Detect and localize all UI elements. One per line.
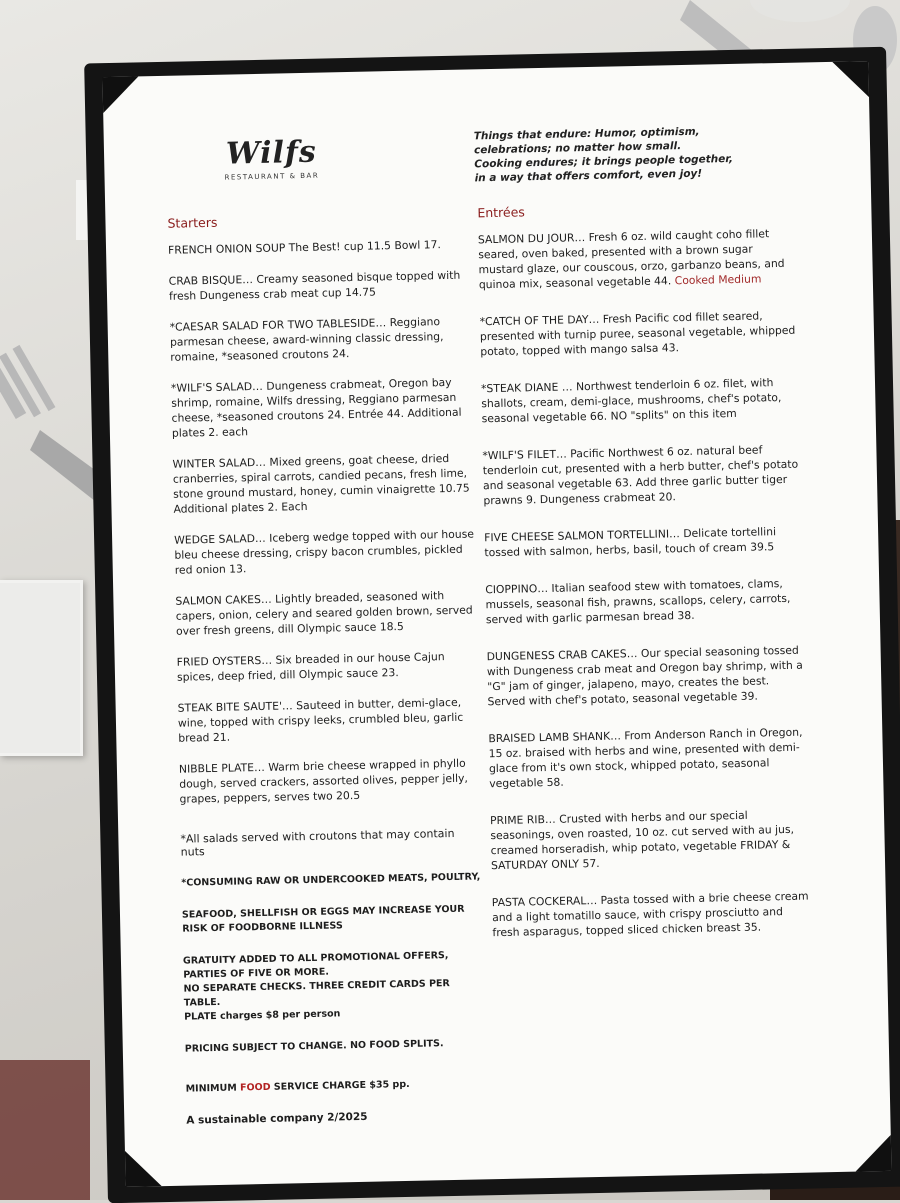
menu-item: PRIME RIB… Crusted with herbs and our special seasonings, oven roasted, 10 oz. cut served with au jus, creamed horseradish, whip potato, vegetable FRIDAY & SATURDAY ONLY 57. <box>489 808 795 873</box>
policy-line: GRATUITY ADDED TO ALL PROMOTIONAL OFFERS, PARTIES OF FIVE OR MORE. <box>182 950 449 981</box>
minimum-text-end: SERVICE CHARGE $35 pp. <box>270 1078 410 1093</box>
minimum-text: MINIMUM <box>185 1082 241 1095</box>
menu-item: BRAISED LAMB SHANK… From Anderson Ranch in Oregon, 15 oz. braised with herbs and wine, presented with demi-glace from it's own stock, whipped potato, seasonal vegetable 58. <box>488 725 803 791</box>
folder-corner <box>125 1150 162 1187</box>
raw-food-warning-cont: SEAFOOD, SHELLFISH OR EGGS MAY INCREASE YOUR RISK OF FOODBORNE ILLNESS <box>181 903 465 935</box>
menu-item: *CATCH OF THE DAY… Fresh Pacific cod fillet seared, presented with turnip puree, seasonal vegetable, whipped potato, topped with mango salsa 43. <box>479 309 796 359</box>
menu-item <box>478 226 799 293</box>
side-plate <box>0 580 83 756</box>
menu-item: PASTA COCKERAL… Pasta tossed with a brie cheese cream and a light tomatillo sauce, with crispy prosciutto and fresh asparagus, topped sliced chicken breast 35. <box>491 889 809 940</box>
entrees-heading: Entrées <box>477 204 525 221</box>
menu-item: SALMON CAKES… Lightly breaded, seasoned with capers, onion, celery and seared golden brown, served over fresh greens, dill Olympic sauce 18.5 <box>175 589 473 638</box>
red-cloth <box>0 1060 90 1200</box>
quote-line: celebrations; no matter how small. <box>473 140 682 157</box>
menu-item: NIBBLE PLATE… Warm brie cheese wrapped in phyllo dough, served crackers, assorted olives, pepper jelly, grapes, peppers, serves two 20.5 <box>178 756 468 806</box>
menu-item: *CAESAR SALAD FOR TWO TABLESIDE… Reggiano parmesan cheese, award-winning classic dressing, romaine, *seasoned croutons 24. <box>169 315 444 364</box>
folder-corner <box>855 1135 892 1172</box>
quote-line: Things that endure: Humor, optimism, <box>473 125 700 143</box>
menu-item: WEDGE SALAD… Iceberg wedge topped with our house bleu cheese dressing, crispy bacon crumbles, pickled red onion 13. <box>174 527 475 577</box>
item-note: Cooked Medium <box>674 272 762 288</box>
menu-page <box>102 61 891 1187</box>
menu-item: *WILF'S SALAD… Dungeness crabmeat, Oregon bay shrimp, romaine, Wilfs dressing, Reggiano parmesan cheese, *seasoned croutons 24. Entrée 44. Additional plates 2. each <box>170 375 462 440</box>
menu-item: *WILF'S FILET… Pacific Northwest 6 oz. natural beef tenderloin cut, presented with a herb butter, chef's potato and seasonal vegetable 63. Add three garlic butter tiger prawns 9. Dungeness crabmeat 20. <box>482 443 799 508</box>
raw-food-warning <box>181 870 481 890</box>
menu-item: CIOPPINO… Italian seafood stew with tomatoes, clams, mussels, seasonal fish, prawns, scallops, celery, carrots, served with garlic parmesan bread 38. <box>485 577 791 627</box>
starters-heading: Starters <box>167 214 218 231</box>
menu-item: FRIED OYSTERS… Six breaded in our house Cajun spices, deep fried, dill Olympic sauce 23. <box>176 650 445 684</box>
starters-column <box>167 210 486 1127</box>
tagline-quote <box>474 124 735 185</box>
gratuity-policy <box>183 948 484 1024</box>
logo-name: Wilfs <box>225 134 318 172</box>
menu-item: FIVE CHEESE SALMON TORTELLINI… Delicate tortellini tossed with salmon, herbs, basil, touch of cream 39.5 <box>484 525 777 560</box>
menu-item: FRENCH ONION SOUP The Best! cup 11.5 Bowl 17. <box>167 238 441 257</box>
quote-line: Cooking endures; it brings people together, <box>474 152 734 171</box>
menu-item: DUNGENESS CRAB CAKES… Our special seasoning tossed with Dungeness crab meat and Oregon bay shrimp, with a "G" jam of ginger, jalapeno, mayo, creates the best. Served with chef's potato, seasonal vegetable 39. <box>486 643 803 709</box>
entrees-column <box>477 199 813 957</box>
menu-item: WINTER SALAD… Mixed greens, goat cheese, dried cranberries, spiral carrots, candied pecans, fresh lime, stone ground mustard, honey, cumin vinaigrette 10.75 Additional plates 2. Each <box>172 451 470 516</box>
folder-corner <box>102 76 139 113</box>
menu-item: *STEAK DIANE … Northwest tenderloin 6 oz. filet, with shallots, cream, demi-glace, mushrooms, chef's potato, seasonal vegetable 66. NO "splits" on this item <box>480 376 782 426</box>
menu-folder <box>84 47 900 1203</box>
nut-notice: *All salads served with croutons that may contain nuts <box>180 826 455 859</box>
policy-line: NO SEPARATE CHECKS. THREE CREDIT CARDS PER TABLE. <box>183 978 450 1009</box>
minimum-charge <box>186 1076 486 1096</box>
sustainable-tagline: A sustainable company 2/2025 <box>186 1110 368 1127</box>
item-text: SALMON DU JOUR… Fresh 6 oz. wild caught coho fillet seared, oven baked, presented with a brown sugar mustard glaze, our couscous, orzo, garbanzo beans, and quinoa mix, seasonal vegetable 44. <box>477 227 785 292</box>
restaurant-logo <box>224 135 320 182</box>
folder-corner <box>832 61 869 98</box>
logo-subtitle: RESTAURANT & BAR <box>224 171 320 182</box>
policy-line: PLATE charges $8 per person <box>184 1008 341 1023</box>
warning-line: *CONSUMING RAW OR UNDERCOOKED MEATS, POULTRY, <box>181 871 481 889</box>
pricing-notice: PRICING SUBJECT TO CHANGE. NO FOOD SPLITS. <box>184 1038 444 1055</box>
food-word: FOOD <box>239 1081 271 1094</box>
quote-line: in a way that offers comfort, even joy! <box>474 167 703 185</box>
menu-item: CRAB BISQUE… Creamy seasoned bisque topped with fresh Dungeness crab meat cup 14.75 <box>168 268 461 303</box>
menu-item: STEAK BITE SAUTE'… Sauteed in butter, demi-glace, wine, topped with crispy leeks, crumbled bleu, garlic bread 21. <box>177 695 464 745</box>
